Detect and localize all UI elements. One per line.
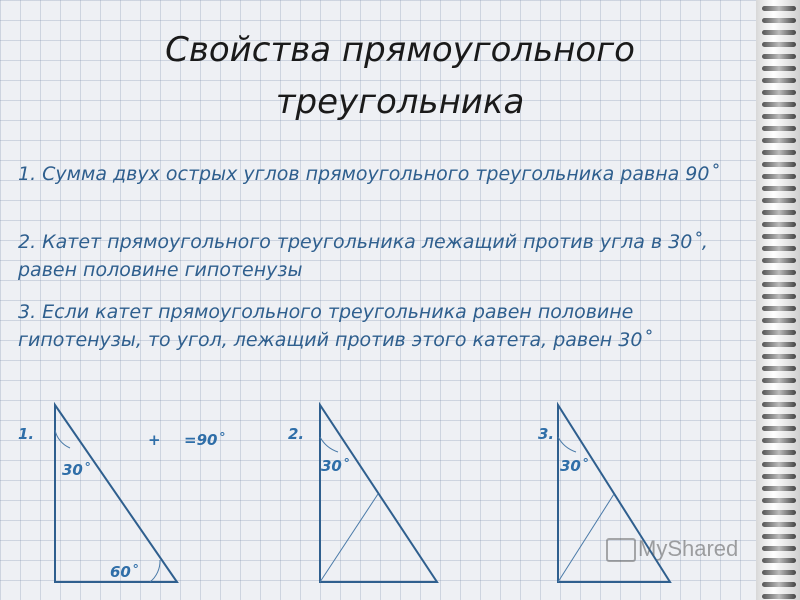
spiral-ring [762, 198, 796, 203]
spiral-ring [762, 582, 796, 587]
spiral-ring [762, 78, 796, 83]
spiral-ring [762, 522, 796, 527]
spiral-ring [762, 558, 796, 563]
property-3: 3. Если катет прямоугольного треугольника равен половине гипотенузы, то угол, лежащий против этого катета, равен 30˚ [18, 301, 652, 351]
figure-1-sum: =90˚ [184, 431, 225, 449]
spiral-ring [762, 474, 796, 479]
spiral-ring [762, 426, 796, 431]
figure-3-top-angle: 30˚ [560, 457, 589, 475]
spiral-ring [762, 222, 796, 227]
figure-1-number: 1. [18, 425, 35, 443]
triangle-2-median [320, 494, 378, 582]
spiral-ring [762, 138, 796, 143]
spiral-ring [762, 186, 796, 191]
watermark-text: MyShared [638, 536, 739, 561]
spiral-ring [762, 534, 796, 539]
figure-2-top-angle: 30˚ [321, 457, 350, 475]
spiral-ring [762, 150, 796, 155]
spiral-ring [762, 438, 796, 443]
spiral-ring [762, 270, 796, 275]
spiral-ring [762, 210, 796, 215]
spiral-ring [762, 594, 796, 599]
spiral-ring [762, 294, 796, 299]
spiral-ring [762, 126, 796, 131]
spiral-ring [762, 414, 796, 419]
title-line-1: Свойства прямоугольного [165, 30, 635, 70]
spiral-ring [762, 6, 796, 11]
spiral-ring [762, 162, 796, 167]
spiral-ring [762, 330, 796, 335]
spiral-ring [762, 546, 796, 551]
figure-3-number: 3. [538, 425, 555, 443]
property-1: 1. Сумма двух острых углов прямоугольного треугольника равна 90˚ [18, 163, 719, 185]
spiral-ring [762, 342, 796, 347]
spiral-ring [762, 570, 796, 575]
notebook-spiral [756, 0, 800, 600]
spiral-ring [762, 306, 796, 311]
spiral-ring [762, 102, 796, 107]
spiral-ring [762, 318, 796, 323]
watermark-icon [606, 538, 636, 562]
title-line-2: треугольника [275, 82, 525, 122]
triangle-3-median [558, 494, 614, 582]
spiral-ring [762, 174, 796, 179]
spiral-ring [762, 378, 796, 383]
figure-1-bottom-angle: 60˚ [110, 563, 139, 581]
spiral-ring [762, 246, 796, 251]
figure-2-number: 2. [288, 425, 305, 443]
triangle-3-angle-arc [558, 437, 576, 452]
property-2: 2. Катет прямоугольного треугольника лежащий против угла в 30˚, равен половине гипотенузы [18, 231, 708, 281]
spiral-ring [762, 486, 796, 491]
spiral-ring [762, 282, 796, 287]
spiral-ring [762, 498, 796, 503]
spiral-ring [762, 54, 796, 59]
triangle-2-angle-arc [320, 437, 338, 452]
spiral-ring [762, 390, 796, 395]
figure-1-plus: + [148, 431, 161, 449]
spiral-ring [762, 18, 796, 23]
spiral-ring [762, 66, 796, 71]
spiral-ring [762, 462, 796, 467]
spiral-ring [762, 114, 796, 119]
spiral-ring [762, 234, 796, 239]
figure-1-top-angle: 30˚ [62, 461, 91, 479]
spiral-ring [762, 42, 796, 47]
triangle-1-bottom-angle-arc [150, 560, 160, 582]
spiral-ring [762, 90, 796, 95]
spiral-ring [762, 450, 796, 455]
spiral-ring [762, 258, 796, 263]
triangle-1-top-angle-arc [55, 430, 70, 448]
spiral-ring [762, 30, 796, 35]
spiral-ring [762, 354, 796, 359]
spiral-ring [762, 510, 796, 515]
spiral-ring [762, 402, 796, 407]
spiral-ring [762, 366, 796, 371]
